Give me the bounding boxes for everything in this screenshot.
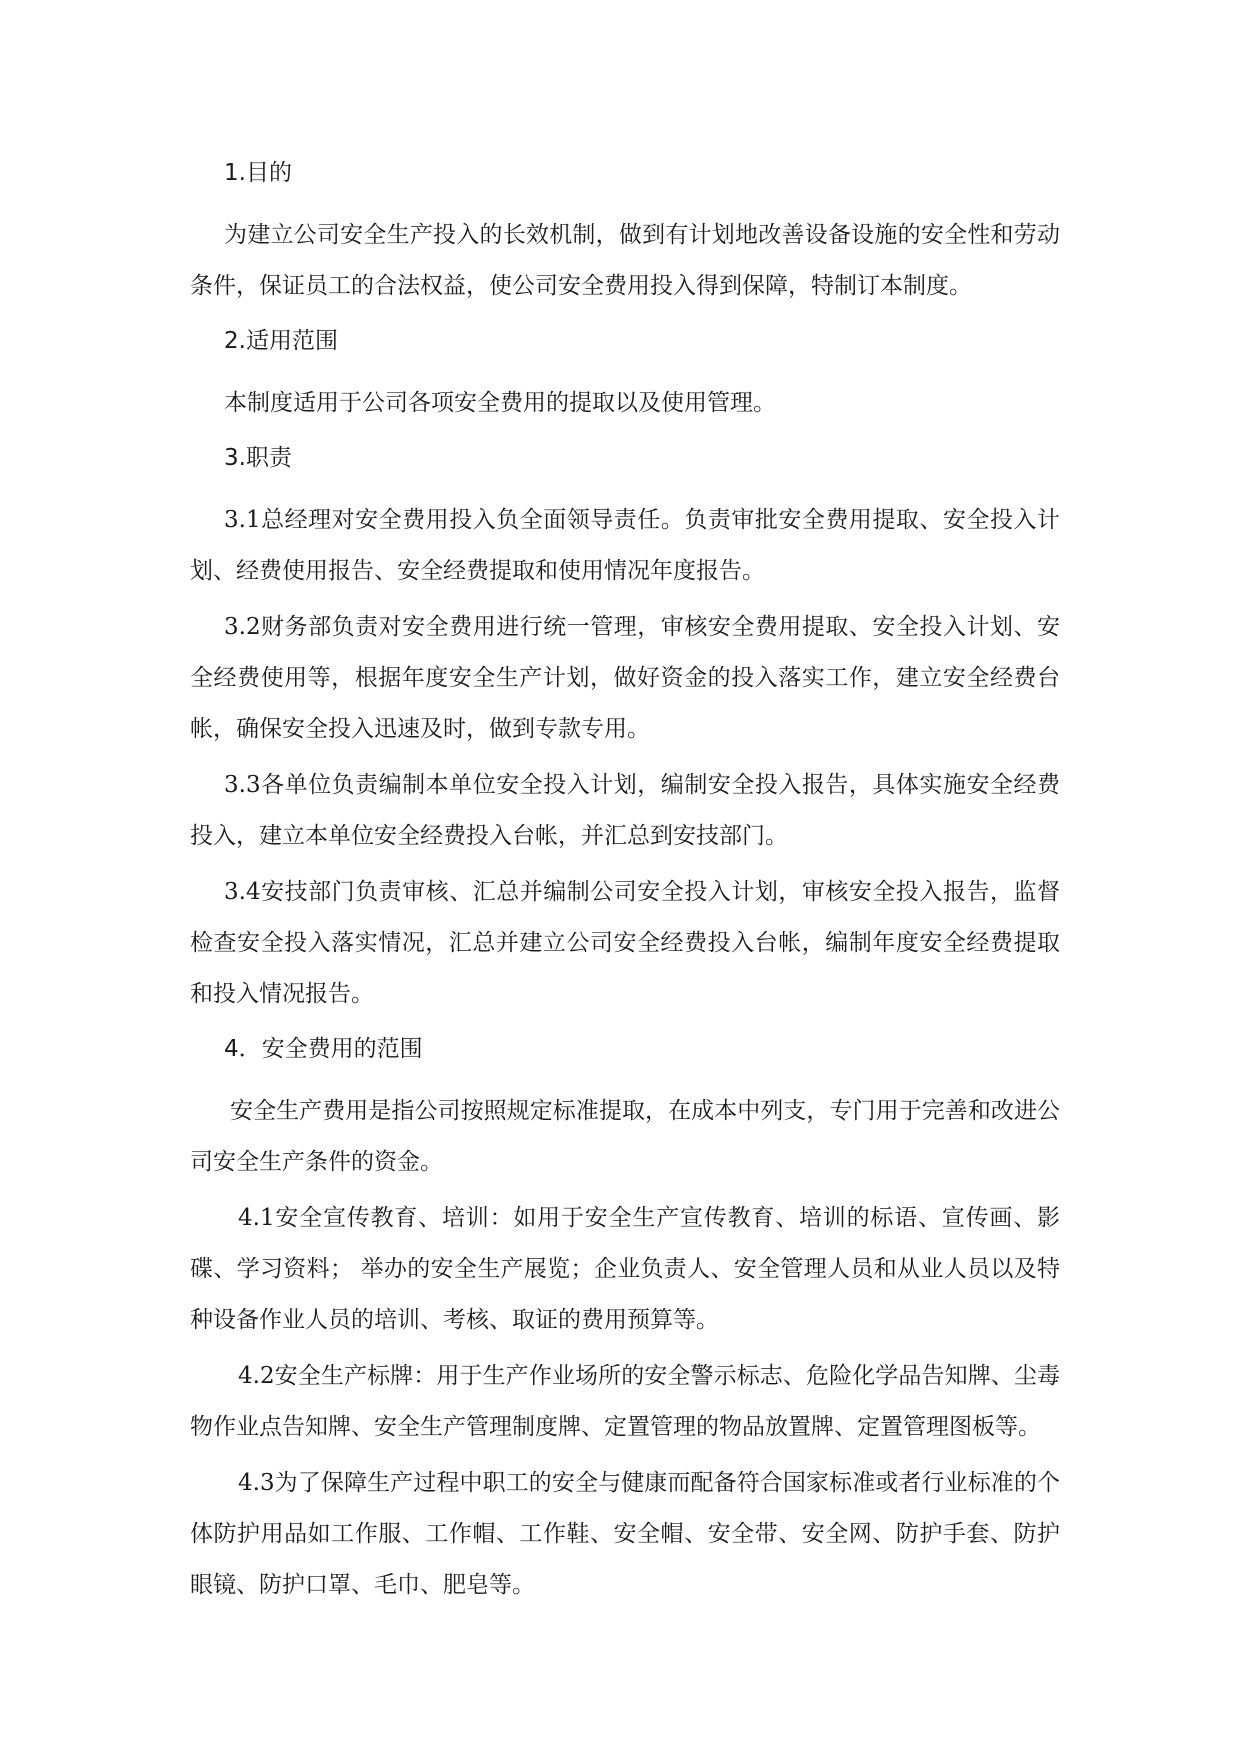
section-4-3-paragraph: 4.3为了保障生产过程中职工的安全与健康而配备符合国家标准或者行业标准的个体防护用品如工作服、工作帽、工作鞋、安全帽、安全带、安全网、防护手套、防护眼镜、防护口罩、毛巾、肥皂等。 xyxy=(190,1470,1060,1598)
section-3-2-paragraph: 3.2财务部负责对安全费用进行统一管理，审核安全费用提取、安全投入计划、安全经费使用等，根据年度安全生产计划，做好资金的投入落实工作，建立安全经费台帐，确保安全投入迅速及时，做到专款专用。 xyxy=(190,614,1060,742)
section-4-heading: 4．安全费用的范围 xyxy=(224,1036,423,1062)
section-1-heading: 1.目的 xyxy=(224,160,292,186)
section-3-3-paragraph: 3.3各单位负责编制本单位安全投入计划，编制安全投入报告，具体实施安全经费投入，建立本单位安全经费投入台帐，并汇总到安技部门。 xyxy=(190,772,1060,849)
section-1-paragraph: 为建立公司安全生产投入的长效机制，做到有计划地改善设备设施的安全性和劳动条件，保证员工的合法权益，使公司安全费用投入得到保障，特制订本制度。 xyxy=(190,222,1060,299)
section-3-4-paragraph: 3.4安技部门负责审核、汇总并编制公司安全投入计划，审核安全投入报告，监督检查安全投入落实情况，汇总并建立公司安全经费投入台帐，编制年度安全经费提取和投入情况报告。 xyxy=(190,879,1060,1007)
section-3-1-paragraph: 3.1总经理对安全费用投入负全面领导责任。负责审批安全费用提取、安全投入计划、经费使用报告、安全经费提取和使用情况年度报告。 xyxy=(190,507,1060,584)
section-4-2-paragraph: 4.2安全生产标牌：用于生产作业场所的安全警示标志、危险化学品告知牌、尘毒物作业点告知牌、安全生产管理制度牌、定置管理的物品放置牌、定置管理图板等。 xyxy=(190,1363,1060,1440)
document-page xyxy=(190,158,1060,1616)
section-2-heading: 2.适用范围 xyxy=(224,328,338,354)
section-3-heading: 3.职责 xyxy=(224,445,292,471)
section-2-paragraph: 本制度适用于公司各项安全费用的提取以及使用管理。 xyxy=(224,390,776,416)
section-4-1-paragraph: 4.1安全宣传教育、培训：如用于安全生产宣传教育、培训的标语、宣传画、影碟、学习资料； 举办的安全生产展览；企业负责人、安全管理人员和从业人员以及特种设备作业人员的培训、考核、取证的费用预算等。 xyxy=(190,1205,1060,1333)
section-4-paragraph: 安全生产费用是指公司按照规定标准提取，在成本中列支，专门用于完善和改进公司安全生产条件的资金。 xyxy=(190,1098,1060,1175)
